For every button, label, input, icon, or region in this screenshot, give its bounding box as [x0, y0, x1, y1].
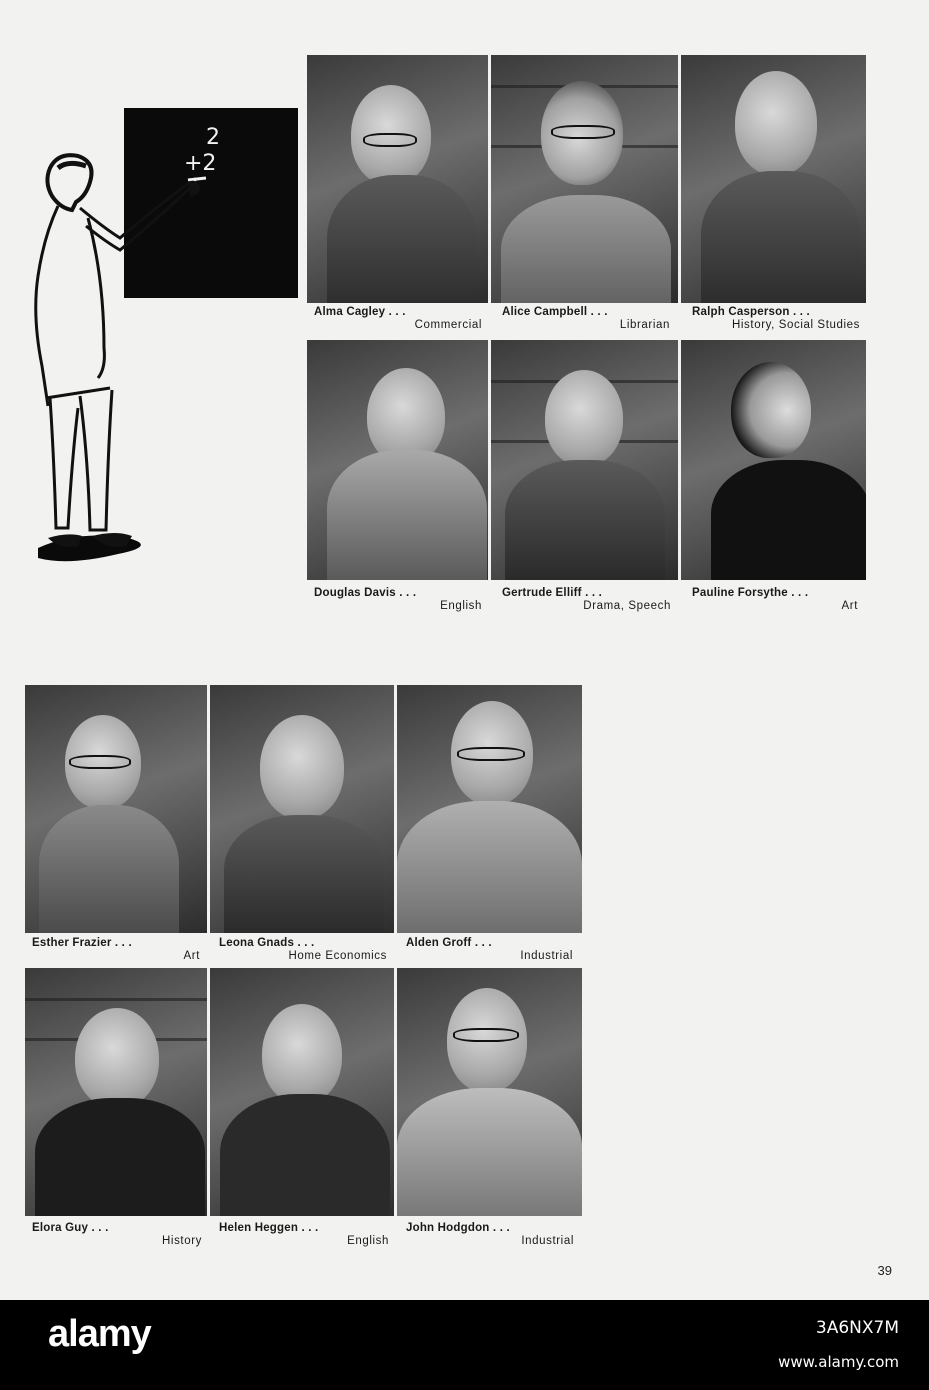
faculty-name: Alma Cagley . . . [314, 306, 406, 318]
faculty-caption [219, 937, 387, 963]
faculty-photo [307, 340, 488, 580]
stock-url: www.alamy.com [778, 1353, 899, 1371]
faculty-subject: History [162, 1235, 202, 1247]
faculty-subject: Art [841, 600, 858, 612]
faculty-caption [314, 306, 482, 332]
faculty-caption [502, 306, 670, 332]
faculty-name: Gertrude Elliff . . . [502, 587, 603, 599]
image-id: 3A6NX7M [815, 1318, 899, 1338]
faculty-name: Pauline Forsythe . . . [692, 587, 809, 599]
page-number: 39 [877, 1263, 892, 1278]
faculty-photo [25, 685, 207, 933]
faculty-name: Leona Gnads . . . [219, 937, 315, 949]
faculty-name: Helen Heggen . . . [219, 1222, 319, 1234]
faculty-subject: Home Economics [288, 950, 387, 962]
faculty-caption [692, 306, 860, 332]
faculty-photo [397, 968, 582, 1216]
faculty-caption [314, 587, 482, 613]
chalk-digit-2: 2 [206, 125, 220, 150]
faculty-subject: English [347, 1235, 389, 1247]
faculty-subject: Librarian [619, 319, 670, 331]
faculty-caption [219, 1222, 389, 1248]
faculty-name: Alice Campbell . . . [502, 306, 608, 318]
faculty-name: Esther Frazier . . . [32, 937, 132, 949]
faculty-caption [692, 587, 858, 613]
faculty-name: Douglas Davis . . . [314, 587, 417, 599]
faculty-caption [32, 937, 200, 963]
faculty-caption [406, 937, 573, 963]
teacher-chalkboard-illustration [28, 108, 300, 578]
faculty-photo [210, 968, 394, 1216]
faculty-photo [491, 340, 678, 580]
faculty-name: Ralph Casperson . . . [692, 306, 810, 318]
faculty-photo [210, 685, 394, 933]
faculty-caption [406, 1222, 574, 1248]
faculty-subject: Commercial [414, 319, 482, 331]
faculty-photo [491, 55, 678, 303]
faculty-name: Alden Groff . . . [406, 937, 492, 949]
faculty-subject: Art [183, 950, 200, 962]
faculty-caption [32, 1222, 202, 1248]
faculty-photo [681, 340, 866, 580]
faculty-subject: Drama, Speech [583, 600, 671, 612]
faculty-photo [307, 55, 488, 303]
faculty-subject: Industrial [520, 950, 573, 962]
faculty-photo [397, 685, 582, 933]
faculty-name: Elora Guy . . . [32, 1222, 109, 1234]
faculty-photo [25, 968, 207, 1216]
faculty-subject: History, Social Studies [732, 319, 860, 331]
faculty-caption [502, 587, 671, 613]
alamy-logo: alamy [48, 1313, 151, 1355]
faculty-subject: English [440, 600, 482, 612]
faculty-photo [681, 55, 866, 303]
chalk-plus-2: +2 [184, 151, 217, 176]
faculty-subject: Industrial [521, 1235, 574, 1247]
faculty-name: John Hodgdon . . . [406, 1222, 510, 1234]
